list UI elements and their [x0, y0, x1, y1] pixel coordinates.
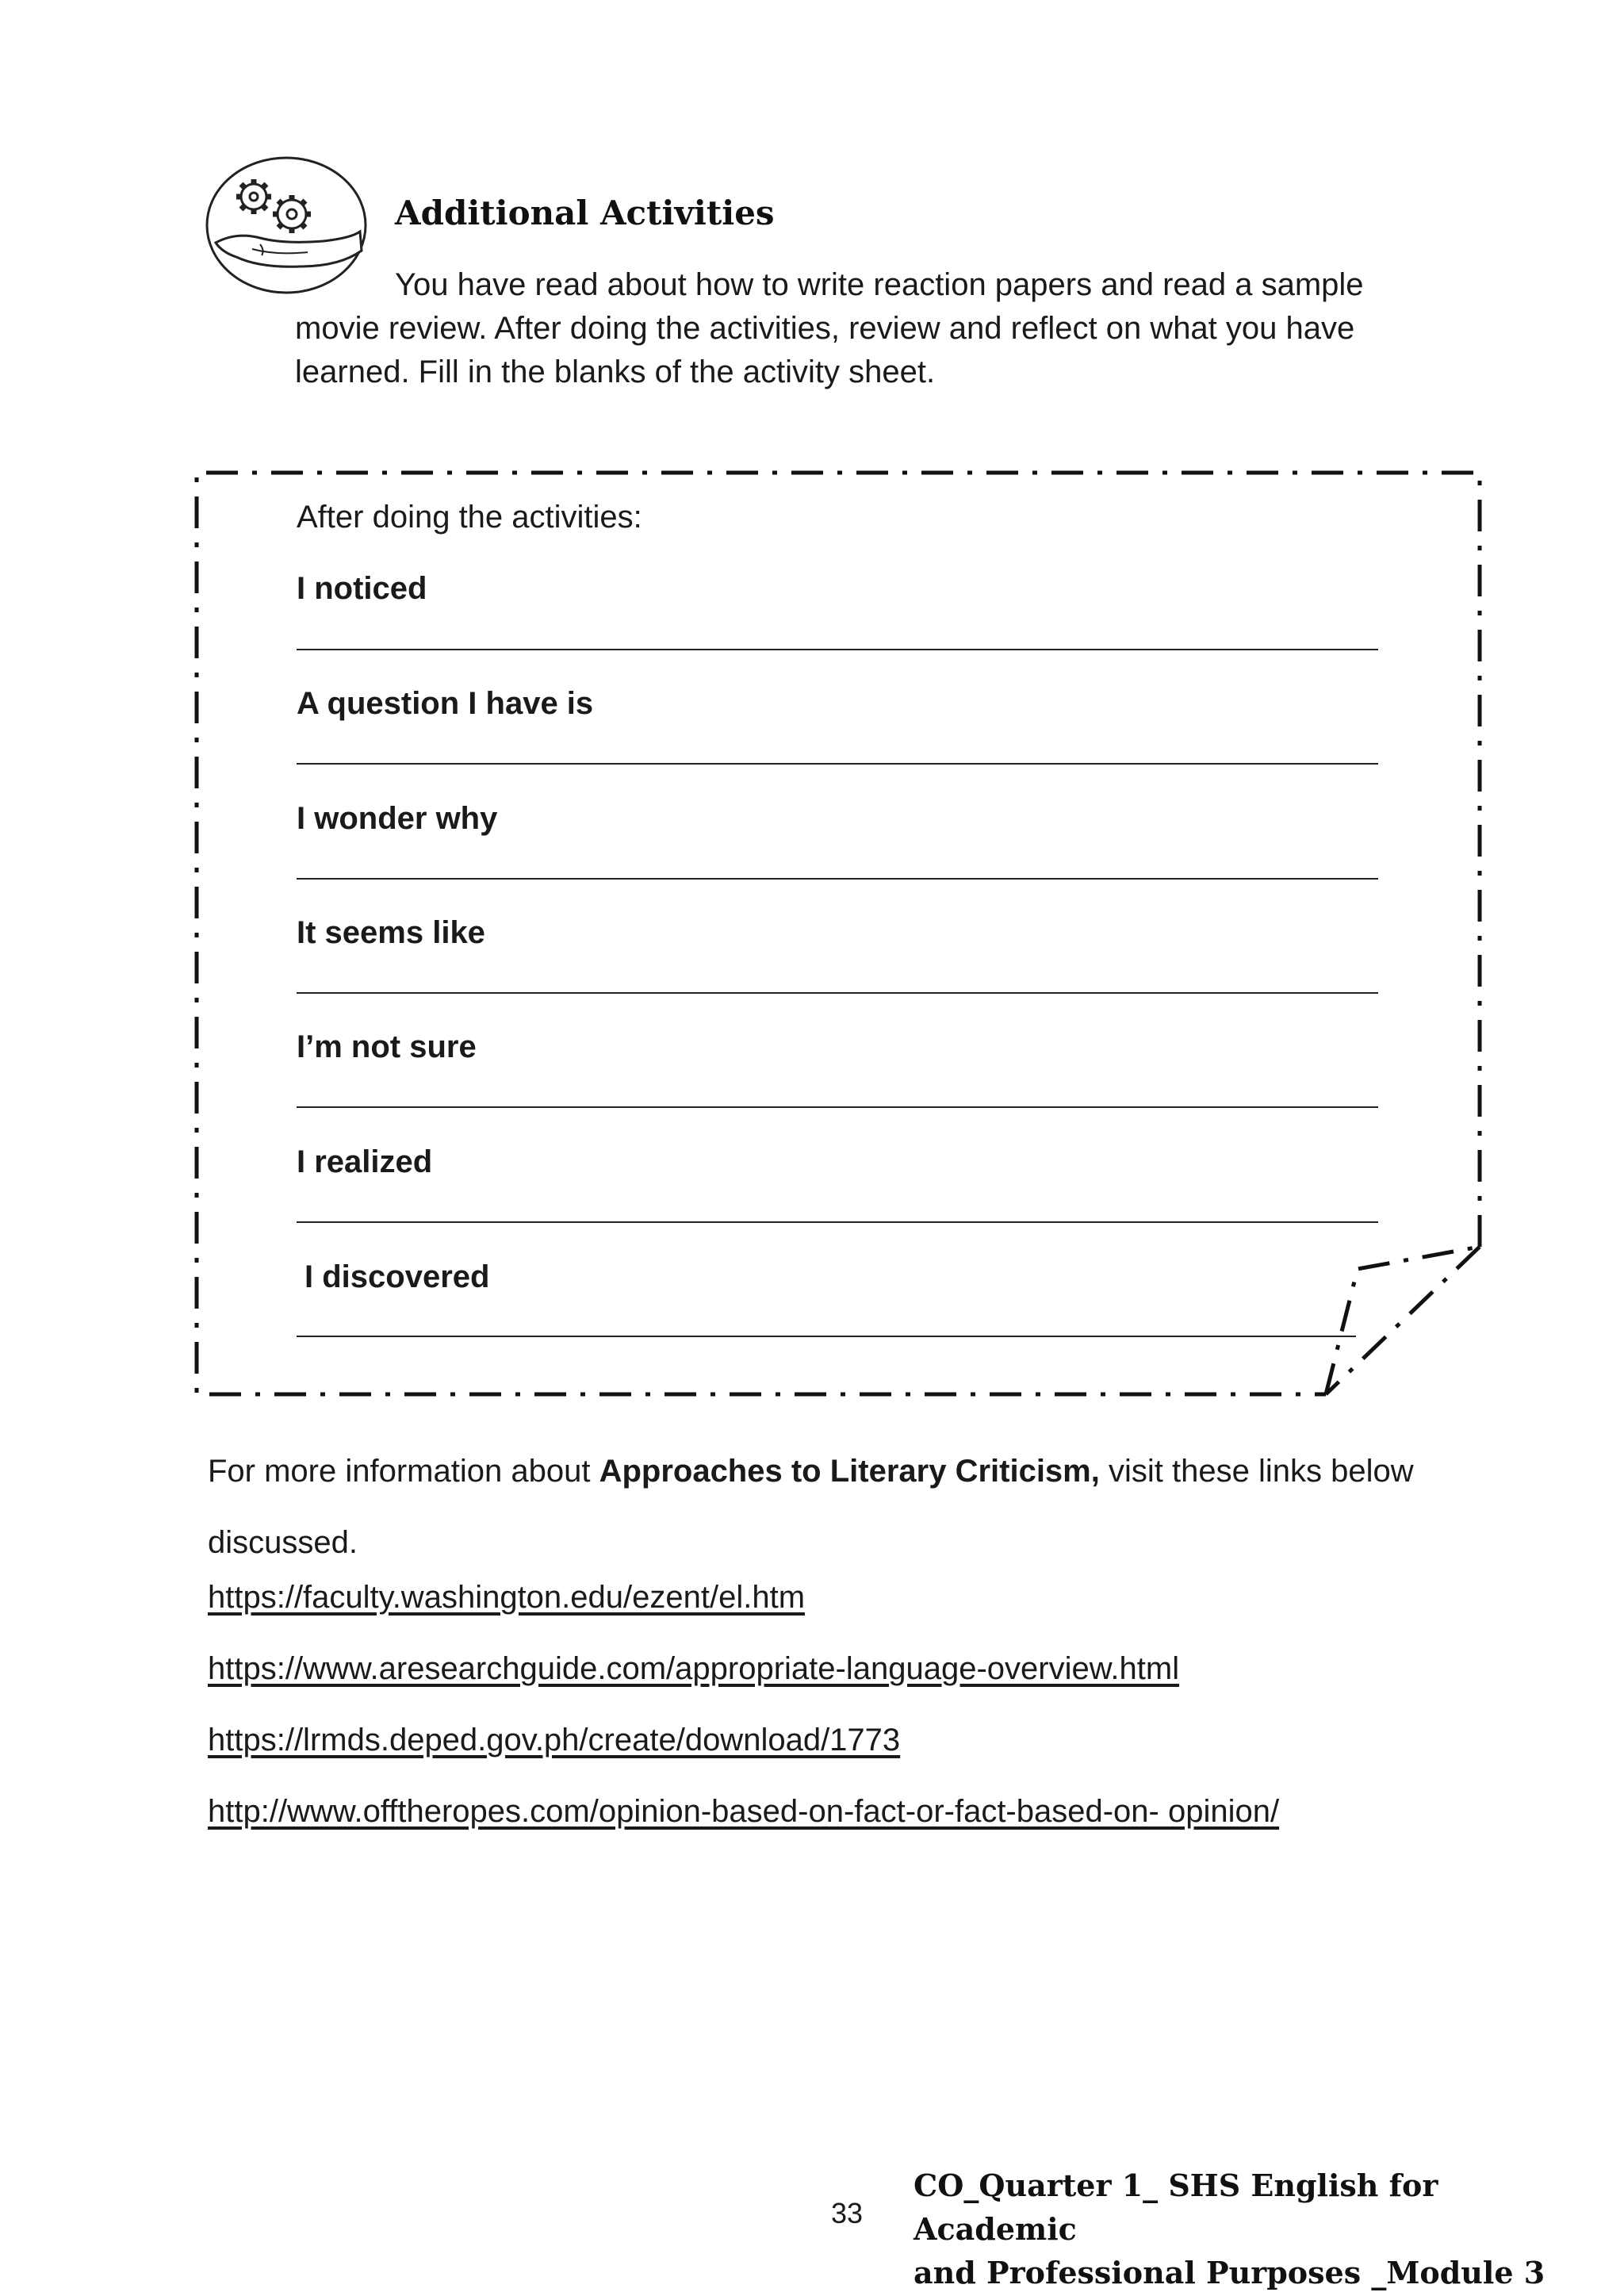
more-info-after: visit these links below discussed.	[208, 1454, 1414, 1560]
prompt-discovered: I discovered	[304, 1259, 490, 1294]
prompt-realized: I realized	[297, 1144, 433, 1179]
more-info-text	[208, 1435, 1445, 1578]
prompt-seems: It seems like	[297, 915, 485, 950]
resource-link[interactable]: https://www.aresearchguide.com/appropriate-language-overview.html	[208, 1651, 1180, 1686]
intro-paragraph: You have read about how to write reaction papers and read a sample movie review. After doing the activities, review and reflect on what you have learned. Fill in the blanks of the activity sheet.	[295, 267, 1364, 389]
answer-line-not-sure[interactable]	[297, 1106, 1378, 1108]
resource-link[interactable]: http://www.offtheropes.com/opinion-based-on-fact-or-fact-based-on- opinion/	[208, 1794, 1280, 1829]
answer-line-question[interactable]	[297, 763, 1378, 765]
resource-link[interactable]: https://lrmds.deped.gov.ph/create/download/1773	[208, 1723, 901, 1757]
section-title: Additional Activities	[395, 194, 775, 232]
footer-line-1: CO_Quarter 1_ SHS English for Academic	[914, 2168, 1438, 2247]
more-info-topic: Approaches to Literary Criticism,	[599, 1454, 1100, 1489]
answer-line-seems[interactable]	[297, 992, 1378, 994]
prompt-noticed: I noticed	[297, 571, 427, 606]
footer-line-2: and Professional Purposes _Module 3	[914, 2255, 1545, 2290]
prompt-wonder: I wonder why	[297, 801, 498, 836]
answer-line-noticed[interactable]	[297, 649, 1378, 650]
resource-link[interactable]: https://faculty.washington.edu/ezent/el.htm	[208, 1580, 806, 1615]
activity-lead: After doing the activities:	[297, 500, 642, 535]
answer-line-wonder[interactable]	[297, 878, 1378, 880]
answer-line-discovered[interactable]	[297, 1336, 1356, 1337]
more-info-before: For more information about	[208, 1454, 599, 1489]
answer-line-realized[interactable]	[297, 1221, 1378, 1223]
resource-links	[208, 1578, 1279, 1864]
footer-module-title	[914, 2164, 1611, 2294]
prompt-question: A question I have is	[297, 686, 594, 721]
page-number: 33	[831, 2197, 864, 2229]
prompt-not-sure: I’m not sure	[297, 1029, 477, 1064]
